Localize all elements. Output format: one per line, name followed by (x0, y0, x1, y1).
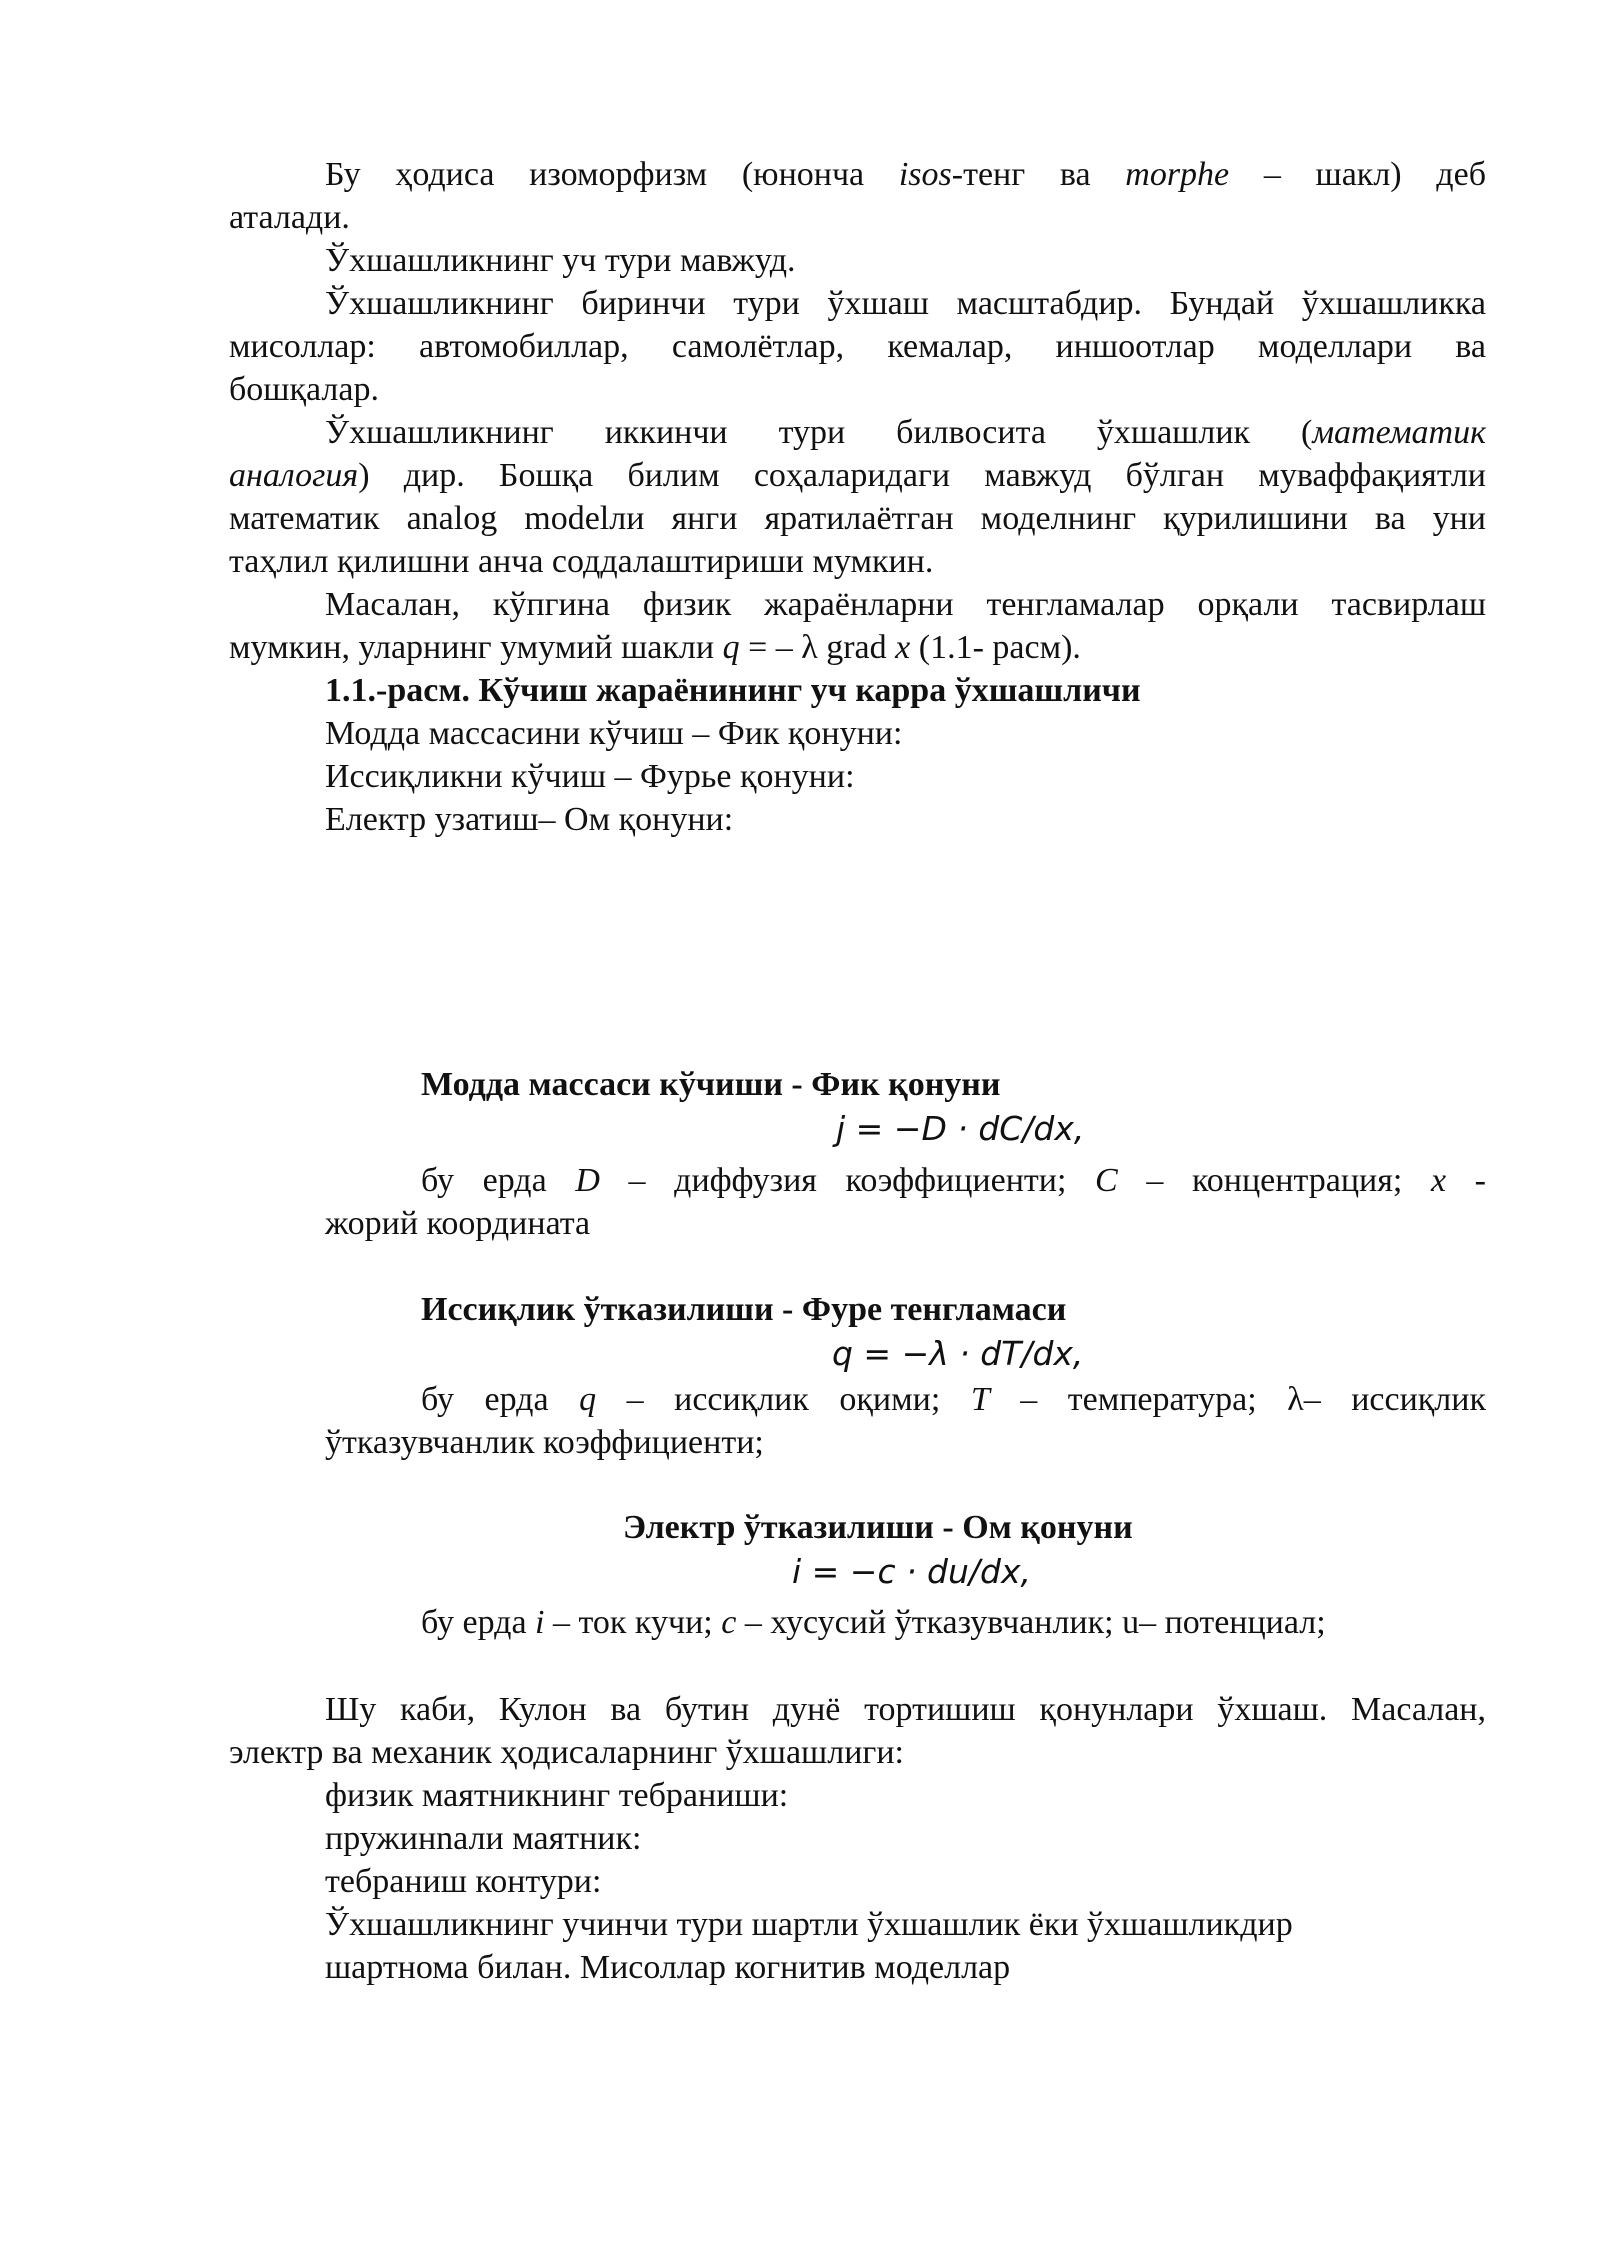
fick-description-line1 (421, 1159, 1486, 1202)
text: мумкин, уларнинг умумий шакли (229, 629, 723, 666)
list-item: тебраниш контури: (325, 1863, 602, 1900)
paragraph-analogy-line1: Шу каби, Кулон ва бутин дунё тортишиш қонунлари ўхшаш. Масалан, (325, 1691, 1486, 1728)
var-q: q (579, 1381, 597, 1418)
list-item: физик маятникнинг тебраниши: (325, 1777, 789, 1814)
list-item: Иссиқликни кўчиш – Фурье қонуни: (325, 758, 855, 795)
equation-fick: j = −D · dC/dx, (836, 1109, 1085, 1148)
text: – ток кучи; (544, 1604, 722, 1641)
section-heading-ohm: Электр ўтказилиши - Ом қонуни (623, 1509, 1133, 1546)
text: Бу ҳодиса изоморфизм (юнонча (325, 156, 899, 193)
var-q: q (722, 629, 740, 666)
paragraph-second-type-line3: математик analog modelли янги яратилаётган моделнинг қурилишини ва уни (229, 500, 1486, 537)
var-D: D (575, 1162, 600, 1199)
paragraph-three-types: Ўхшашликнинг уч тури мавжуд. (325, 242, 796, 279)
paragraph-first-type-line1: Ўхшашликнинг биринчи тури ўхшаш масштабдир. Бундай ўхшашликка (325, 285, 1486, 322)
term-isos: isos (898, 156, 952, 193)
var-x: x (1430, 1162, 1447, 1199)
list-item: пружинnали маятник: (325, 1820, 642, 1857)
text: – температура; λ– иссиқлик (989, 1381, 1486, 1418)
text: бу ерда (421, 1604, 536, 1641)
section-heading-fourier: Иссиқлик ўтказилиши - Фуре тенгламаси (421, 1291, 1067, 1328)
paragraph-third-type-line1: Ўхшашликнинг учинчи тури шартли ўхшашлик ёки ўхшашликдир (325, 1906, 1293, 1943)
text: бу ерда (421, 1162, 576, 1199)
equation-fourier: q = −λ · dT/dx, (832, 1334, 1084, 1373)
text: ) дир. Бошқа билим соҳаларидаги мавжуд бўлган муваффақиятли (358, 457, 1486, 494)
paragraph-example-line2 (229, 626, 1081, 669)
fourier-description-line1 (421, 1378, 1486, 1421)
var-i: i (535, 1604, 545, 1641)
text: – диффузия коэффициенти; (599, 1162, 1096, 1199)
term-analogy: аналогия (229, 457, 359, 494)
term-math: математик (1312, 414, 1486, 451)
list-item: Електр узатиш– Ом қонуни: (325, 801, 734, 838)
paragraph-first-type-line2: мисоллар: автомобиллар, самолётлар, кемалар, иншоотлар моделлари ва (229, 328, 1486, 365)
paragraph-first-type-line3: бошқалар. (229, 371, 379, 408)
text: Ўхшашликнинг иккинчи тури билвосита ўхшашлик ( (325, 414, 1313, 451)
paragraph-isomorphism-line1 (325, 153, 1486, 196)
paragraph-isomorphism-line2: аталади. (229, 199, 350, 236)
paragraph-analogy-line2: электр ва механик ҳодисаларнинг ўхшашлиги: (229, 1734, 904, 1771)
paragraph-example-line1: Масалан, кўпгина физик жараёнларни тенгламалар орқали тасвирлаш (325, 586, 1486, 623)
text: бу ерда (421, 1381, 580, 1418)
fick-description-line2: жорий координата (325, 1205, 591, 1242)
paragraph-third-type-line2: шартнома билан. Мисоллар когнитив моделлар (325, 1949, 1011, 1986)
text: – хусусий ўтказувчанлик; u– потенциал; (736, 1604, 1326, 1641)
text: – концентрация; (1117, 1162, 1431, 1199)
var-x: x (895, 629, 911, 666)
ohm-description (421, 1601, 1326, 1644)
text: – иссиқлик оқими; (596, 1381, 971, 1418)
section-heading-fick: Модда массаси кўчиши - Фик қонуни (421, 1066, 1001, 1103)
term-morphe: morphe (1125, 156, 1230, 193)
paragraph-second-type-line4: таҳлил қилишни анча соддалаштириши мумкин. (229, 543, 934, 580)
figure-caption: 1.1.-расм. Кўчиш жараёнининг уч карра ўхшашличи (325, 672, 1141, 709)
list-item: Модда массасини кўчиш – Фик қонуни: (325, 715, 903, 752)
paragraph-second-type-line1 (325, 411, 1486, 454)
var-T: T (970, 1381, 990, 1418)
equation-ohm: i = −c · du/dx, (792, 1552, 1032, 1591)
var-C: C (1095, 1162, 1118, 1199)
fourier-description-line2: ўтказувчанлик коэффициенти; (325, 1424, 764, 1461)
text: - (1446, 1162, 1486, 1199)
text: – шакл) деб (1229, 156, 1486, 193)
text: = – λ grad (739, 629, 896, 666)
var-c: c (721, 1604, 737, 1641)
paragraph-second-type-line2 (229, 454, 1486, 497)
text: -тенг ва (951, 156, 1126, 193)
text: (1.1- расм). (910, 629, 1081, 666)
